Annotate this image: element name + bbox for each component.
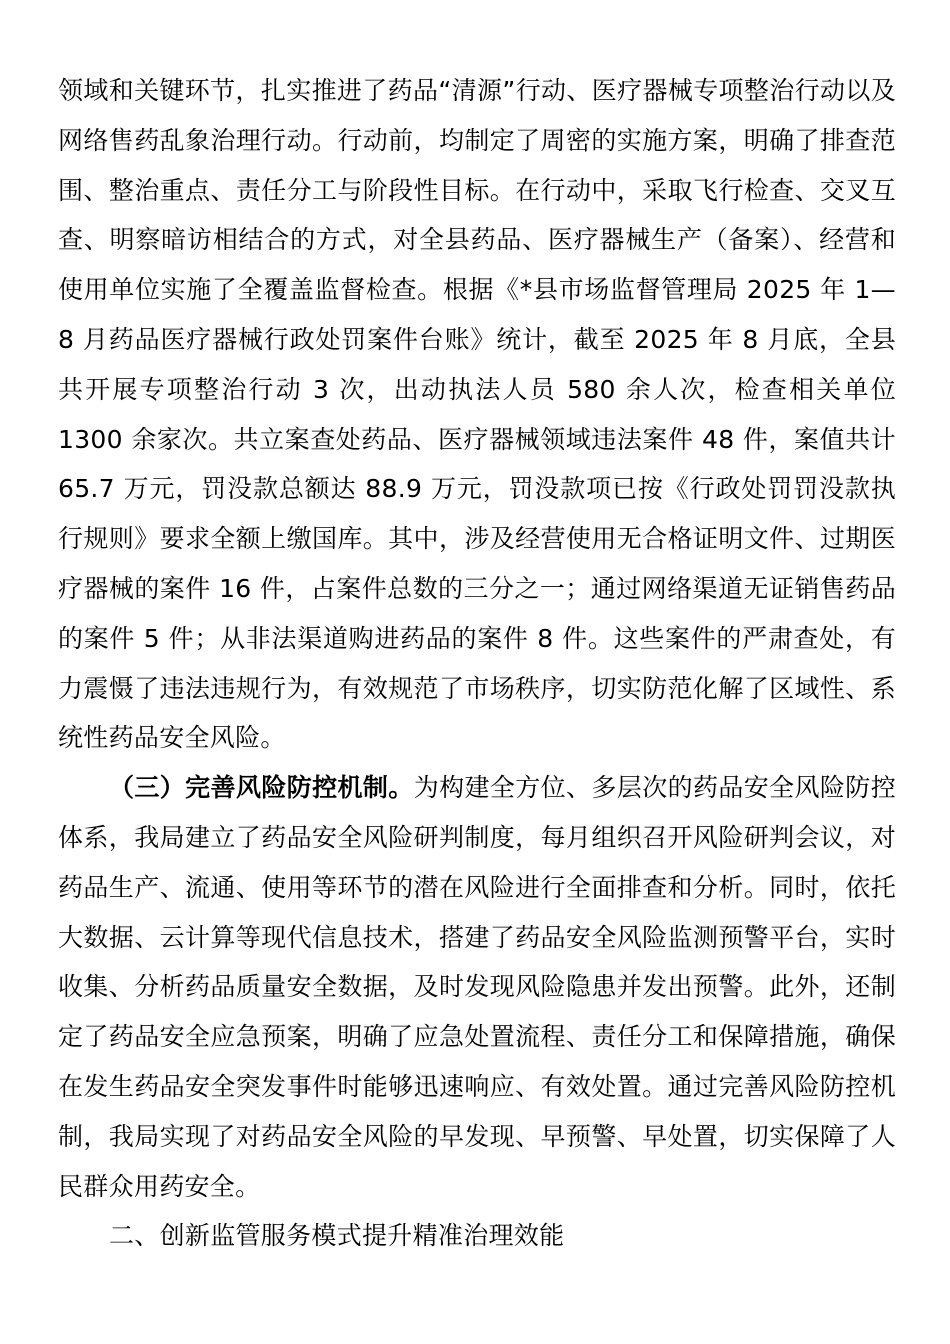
paragraph-risk-prevention-body: 为构建全方位、多层次的药品安全风险防控体系，我局建立了药品安全风险研判制度，每月组织召开风险研判会议，对药品生产、流通、使用等环节的潜在风险进行全面排查和分析。同时，依托大数据、云计算等现代信息技术，搭建了药品安全风险监测预警平台，实时收集、分析药品质量安全数据，及时发现风险隐患并发出预警。此外，还制定了药品安全应急预案，明确了应急处置流程、责任分工和保障措施，确保在发生药品安全突发事件时能够迅速响应、有效处置。通过完善风险防控机制，我局实现了对药品安全风险的早发现、早预警、早处置，切实保障了人民群众用药安全。: [58, 773, 897, 1201]
document-page: [58, 66, 896, 1261]
subsection-heading-risk-prevention: （三）完善风险防控机制。: [109, 773, 414, 803]
paragraph-enforcement-actions: 领域和关键环节，扎实推进了药品“清源”行动、医疗器械专项整治行动以及网络售药乱象治理行动。行动前，均制定了周密的实施方案，明确了排查范围、整治重点、责任分工与阶段性目标。在行动中，采取飞行检查、交叉互查、明察暗访相结合的方式，对全县药品、医疗器械生产（备案）、经营和使用单位实施了全覆盖监督检查。根据《*县市场监督管理局 2025 年 1—8 月药品医疗器械行政处罚案件台账》统计，截至 2025 年 8 月底，全县共开展专项整治行动 3 次，出动执法人员 580 余人次，检查相关单位 1300 余家次。共立案查处药品、医疗器械领域违法案件 48 件，案值共计 65.7 万元，罚没款总额达 88.9 万元，罚没款项已按《行政处罚罚没款执行规则》要求全额上缴国库。其中，涉及经营使用无合格证明文件、过期医疗器械的案件 16 件，占案件总数的三分之一；通过网络渠道无证销售药品的案件 5 件；从非法渠道购进药品的案件 8 件。这些案件的严肃查处，有力震慑了违法违规行为，有效规范了市场秩序，切实防范化解了区域性、系统性药品安全风险。: [58, 76, 896, 753]
section-heading-two: 二、创新监管服务模式提升精准治理效能: [109, 1221, 565, 1251]
paragraph-risk-prevention: [58, 763, 896, 1211]
